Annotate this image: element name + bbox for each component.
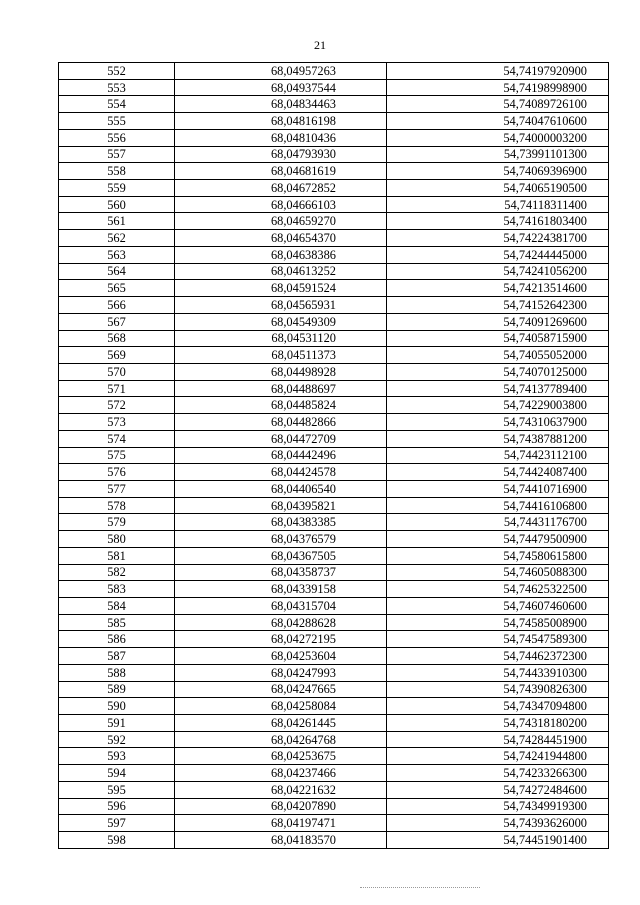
y-coordinate-cell: 54,74625322500 (387, 581, 609, 598)
coordinates-table-body (59, 63, 609, 849)
table-row (59, 313, 609, 330)
table-row (59, 129, 609, 146)
point-number-cell: 559 (59, 180, 175, 197)
point-number-cell: 568 (59, 330, 175, 347)
point-number-cell: 579 (59, 514, 175, 531)
x-coordinate-cell: 68,04247993 (175, 664, 387, 681)
x-coordinate-cell: 68,04253604 (175, 648, 387, 665)
y-coordinate-cell: 54,74387881200 (387, 430, 609, 447)
table-row (59, 380, 609, 397)
table-row (59, 832, 609, 849)
table-row (59, 330, 609, 347)
y-coordinate-cell: 54,74241944800 (387, 748, 609, 765)
table-row (59, 464, 609, 481)
table-row (59, 347, 609, 364)
x-coordinate-cell: 68,04221632 (175, 781, 387, 798)
table-row (59, 681, 609, 698)
table-row (59, 63, 609, 80)
table-row (59, 213, 609, 230)
point-number-cell: 562 (59, 230, 175, 247)
point-number-cell: 572 (59, 397, 175, 414)
point-number-cell: 556 (59, 129, 175, 146)
table-row (59, 715, 609, 732)
table-row (59, 163, 609, 180)
x-coordinate-cell: 68,04264768 (175, 731, 387, 748)
point-number-cell: 570 (59, 363, 175, 380)
table-row (59, 765, 609, 782)
y-coordinate-cell: 54,74605088300 (387, 564, 609, 581)
y-coordinate-cell: 54,74410716900 (387, 480, 609, 497)
y-coordinate-cell: 54,74091269600 (387, 313, 609, 330)
x-coordinate-cell: 68,04253675 (175, 748, 387, 765)
point-number-cell: 567 (59, 313, 175, 330)
x-coordinate-cell: 68,04681619 (175, 163, 387, 180)
x-coordinate-cell: 68,04498928 (175, 363, 387, 380)
point-number-cell: 582 (59, 564, 175, 581)
point-number-cell: 571 (59, 380, 175, 397)
y-coordinate-cell: 54,74585008900 (387, 614, 609, 631)
x-coordinate-cell: 68,04472709 (175, 430, 387, 447)
x-coordinate-cell: 68,04672852 (175, 180, 387, 197)
y-coordinate-cell: 54,74310637900 (387, 414, 609, 431)
x-coordinate-cell: 68,04793930 (175, 146, 387, 163)
point-number-cell: 583 (59, 581, 175, 598)
y-coordinate-cell: 54,74089726100 (387, 96, 609, 113)
point-number-cell: 594 (59, 765, 175, 782)
point-number-cell: 552 (59, 63, 175, 80)
table-row (59, 664, 609, 681)
y-coordinate-cell: 54,74284451900 (387, 731, 609, 748)
y-coordinate-cell: 54,74000003200 (387, 129, 609, 146)
y-coordinate-cell: 54,74070125000 (387, 363, 609, 380)
point-number-cell: 587 (59, 648, 175, 665)
x-coordinate-cell: 68,04659270 (175, 213, 387, 230)
x-coordinate-cell: 68,04261445 (175, 715, 387, 732)
table-row (59, 598, 609, 615)
table-row (59, 246, 609, 263)
point-number-cell: 584 (59, 598, 175, 615)
x-coordinate-cell: 68,04315704 (175, 598, 387, 615)
point-number-cell: 578 (59, 497, 175, 514)
y-coordinate-cell: 54,74424087400 (387, 464, 609, 481)
y-coordinate-cell: 54,74197920900 (387, 63, 609, 80)
table-row (59, 414, 609, 431)
table-row (59, 96, 609, 113)
point-number-cell: 563 (59, 246, 175, 263)
table-row (59, 798, 609, 815)
x-coordinate-cell: 68,04511373 (175, 347, 387, 364)
x-coordinate-cell: 68,04406540 (175, 480, 387, 497)
x-coordinate-cell: 68,04358737 (175, 564, 387, 581)
coordinates-table (58, 62, 609, 849)
x-coordinate-cell: 68,04613252 (175, 263, 387, 280)
y-coordinate-cell: 54,74241056200 (387, 263, 609, 280)
x-coordinate-cell: 68,04482866 (175, 414, 387, 431)
point-number-cell: 560 (59, 196, 175, 213)
table-row (59, 363, 609, 380)
point-number-cell: 589 (59, 681, 175, 698)
point-number-cell: 581 (59, 547, 175, 564)
table-row (59, 614, 609, 631)
x-coordinate-cell: 68,04810436 (175, 129, 387, 146)
x-coordinate-cell: 68,04183570 (175, 832, 387, 849)
point-number-cell: 586 (59, 631, 175, 648)
x-coordinate-cell: 68,04591524 (175, 280, 387, 297)
x-coordinate-cell: 68,04247665 (175, 681, 387, 698)
point-number-cell: 554 (59, 96, 175, 113)
table-row (59, 631, 609, 648)
point-number-cell: 590 (59, 698, 175, 715)
table-row (59, 113, 609, 130)
y-coordinate-cell: 54,74451901400 (387, 832, 609, 849)
y-coordinate-cell: 54,74152642300 (387, 297, 609, 314)
table-row (59, 547, 609, 564)
x-coordinate-cell: 68,04395821 (175, 497, 387, 514)
x-coordinate-cell: 68,04383385 (175, 514, 387, 531)
x-coordinate-cell: 68,04549309 (175, 313, 387, 330)
x-coordinate-cell: 68,04654370 (175, 230, 387, 247)
y-coordinate-cell: 54,74390826300 (387, 681, 609, 698)
y-coordinate-cell: 54,74058715900 (387, 330, 609, 347)
y-coordinate-cell: 54,74213514600 (387, 280, 609, 297)
point-number-cell: 593 (59, 748, 175, 765)
x-coordinate-cell: 68,04442496 (175, 447, 387, 464)
point-number-cell: 558 (59, 163, 175, 180)
y-coordinate-cell: 54,74349919300 (387, 798, 609, 815)
x-coordinate-cell: 68,04565931 (175, 297, 387, 314)
y-coordinate-cell: 54,74229003800 (387, 397, 609, 414)
y-coordinate-cell: 54,74433910300 (387, 664, 609, 681)
point-number-cell: 555 (59, 113, 175, 130)
x-coordinate-cell: 68,04376579 (175, 531, 387, 548)
point-number-cell: 574 (59, 430, 175, 447)
point-number-cell: 595 (59, 781, 175, 798)
point-number-cell: 576 (59, 464, 175, 481)
table-row (59, 781, 609, 798)
y-coordinate-cell: 54,74547589300 (387, 631, 609, 648)
table-row (59, 297, 609, 314)
y-coordinate-cell: 54,74431176700 (387, 514, 609, 531)
x-coordinate-cell: 68,04485824 (175, 397, 387, 414)
x-coordinate-cell: 68,04367505 (175, 547, 387, 564)
table-row (59, 230, 609, 247)
y-coordinate-cell: 54,74065190500 (387, 180, 609, 197)
y-coordinate-cell: 54,74137789400 (387, 380, 609, 397)
x-coordinate-cell: 68,04424578 (175, 464, 387, 481)
y-coordinate-cell: 54,74423112100 (387, 447, 609, 464)
table-row (59, 815, 609, 832)
table-row (59, 79, 609, 96)
table-row (59, 581, 609, 598)
y-coordinate-cell: 54,74416106800 (387, 497, 609, 514)
y-coordinate-cell: 54,74118311400 (387, 196, 609, 213)
point-number-cell: 580 (59, 531, 175, 548)
y-coordinate-cell: 54,74244445000 (387, 246, 609, 263)
table-row (59, 180, 609, 197)
y-coordinate-cell: 54,74347094800 (387, 698, 609, 715)
table-row (59, 648, 609, 665)
table-row (59, 564, 609, 581)
y-coordinate-cell: 54,74318180200 (387, 715, 609, 732)
x-coordinate-cell: 68,04258084 (175, 698, 387, 715)
y-coordinate-cell: 54,74462372300 (387, 648, 609, 665)
table-row (59, 698, 609, 715)
y-coordinate-cell: 54,74047610600 (387, 113, 609, 130)
point-number-cell: 573 (59, 414, 175, 431)
table-row (59, 397, 609, 414)
x-coordinate-cell: 68,04937544 (175, 79, 387, 96)
point-number-cell: 591 (59, 715, 175, 732)
point-number-cell: 592 (59, 731, 175, 748)
y-coordinate-cell: 54,73991101300 (387, 146, 609, 163)
x-coordinate-cell: 68,04197471 (175, 815, 387, 832)
x-coordinate-cell: 68,04488697 (175, 380, 387, 397)
table-row (59, 196, 609, 213)
point-number-cell: 575 (59, 447, 175, 464)
table-row (59, 514, 609, 531)
y-coordinate-cell: 54,74161803400 (387, 213, 609, 230)
x-coordinate-cell: 68,04339158 (175, 581, 387, 598)
point-number-cell: 564 (59, 263, 175, 280)
y-coordinate-cell: 54,74393626000 (387, 815, 609, 832)
point-number-cell: 596 (59, 798, 175, 815)
table-row (59, 447, 609, 464)
table-row (59, 480, 609, 497)
table-row (59, 531, 609, 548)
point-number-cell: 577 (59, 480, 175, 497)
page-number: 21 (314, 38, 326, 52)
x-coordinate-cell: 68,04237466 (175, 765, 387, 782)
y-coordinate-cell: 54,74607460600 (387, 598, 609, 615)
point-number-cell: 588 (59, 664, 175, 681)
table-row (59, 731, 609, 748)
point-number-cell: 566 (59, 297, 175, 314)
scan-artifact-line (360, 887, 480, 889)
point-number-cell: 565 (59, 280, 175, 297)
point-number-cell: 561 (59, 213, 175, 230)
point-number-cell: 569 (59, 347, 175, 364)
x-coordinate-cell: 68,04272195 (175, 631, 387, 648)
table-row (59, 146, 609, 163)
point-number-cell: 597 (59, 815, 175, 832)
y-coordinate-cell: 54,74055052000 (387, 347, 609, 364)
y-coordinate-cell: 54,74580615800 (387, 547, 609, 564)
point-number-cell: 557 (59, 146, 175, 163)
x-coordinate-cell: 68,04666103 (175, 196, 387, 213)
y-coordinate-cell: 54,74224381700 (387, 230, 609, 247)
table-row (59, 280, 609, 297)
point-number-cell: 553 (59, 79, 175, 96)
x-coordinate-cell: 68,04207890 (175, 798, 387, 815)
x-coordinate-cell: 68,04816198 (175, 113, 387, 130)
point-number-cell: 585 (59, 614, 175, 631)
point-number-cell: 598 (59, 832, 175, 849)
y-coordinate-cell: 54,74069396900 (387, 163, 609, 180)
y-coordinate-cell: 54,74198998900 (387, 79, 609, 96)
x-coordinate-cell: 68,04531120 (175, 330, 387, 347)
x-coordinate-cell: 68,04957263 (175, 63, 387, 80)
x-coordinate-cell: 68,04834463 (175, 96, 387, 113)
y-coordinate-cell: 54,74479500900 (387, 531, 609, 548)
table-row (59, 430, 609, 447)
table-row (59, 748, 609, 765)
x-coordinate-cell: 68,04288628 (175, 614, 387, 631)
table-row (59, 263, 609, 280)
table-row (59, 497, 609, 514)
y-coordinate-cell: 54,74272484600 (387, 781, 609, 798)
x-coordinate-cell: 68,04638386 (175, 246, 387, 263)
y-coordinate-cell: 54,74233266300 (387, 765, 609, 782)
